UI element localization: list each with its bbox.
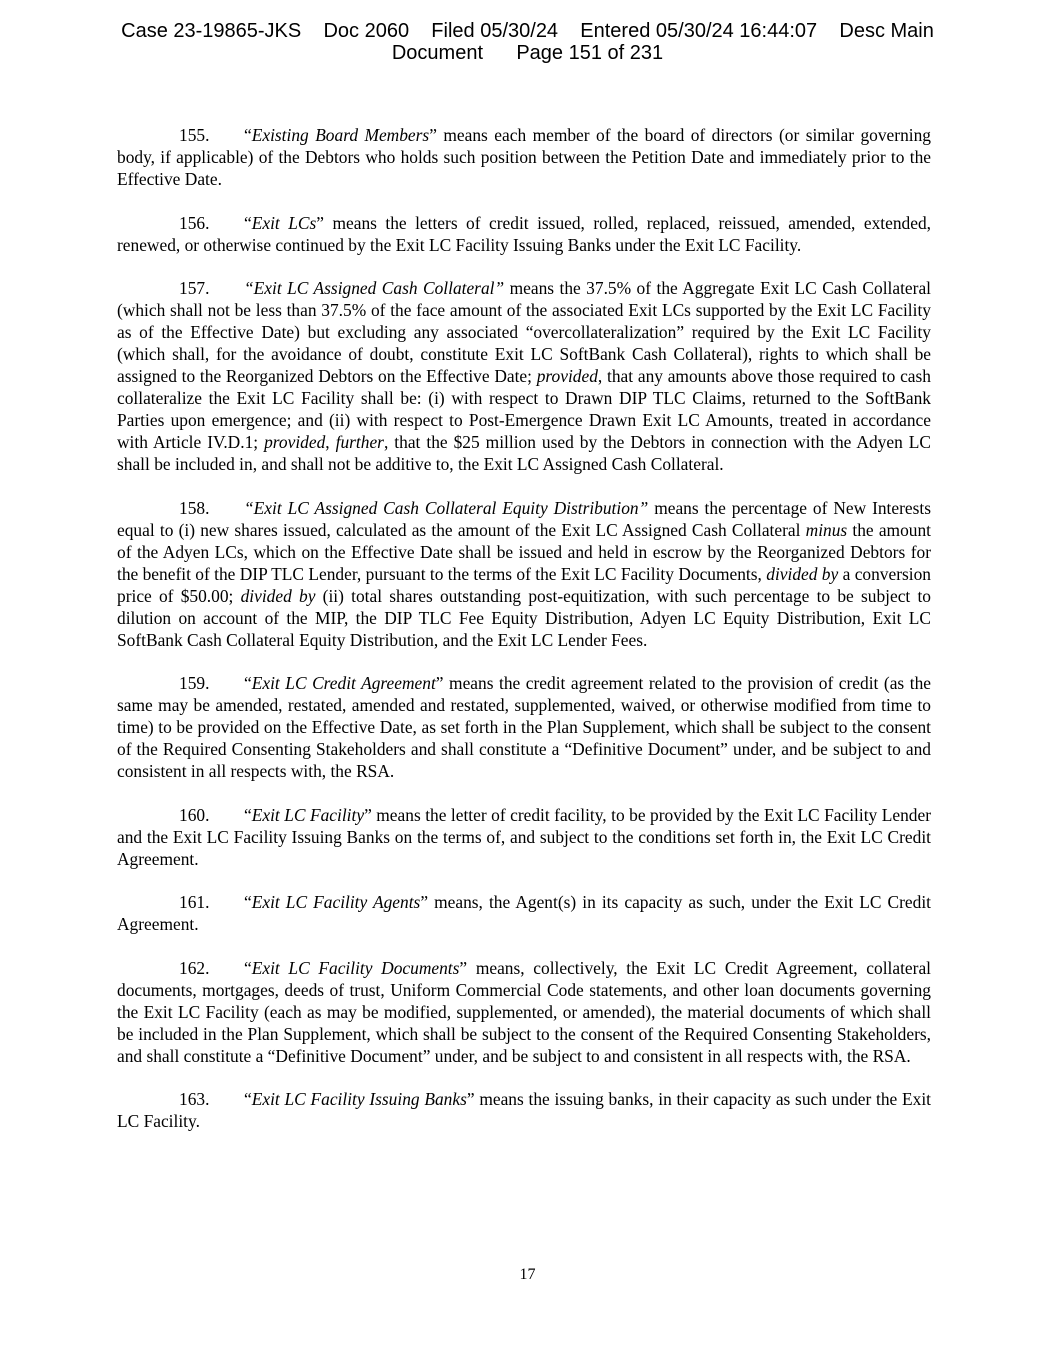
definition-number: 161. — [179, 892, 210, 912]
close-quote: ” — [420, 892, 429, 912]
definition-number: 156. — [179, 212, 210, 233]
italic-proviso: provided — [264, 432, 326, 452]
close-quote: ” — [459, 957, 468, 978]
defined-term: Exit LC Credit Agreement — [251, 673, 436, 693]
italic-proviso: provided — [536, 366, 598, 386]
close-quote: ” — [435, 673, 444, 693]
definition-text: means the percentage of New Interests equal to (i) new shares issued, calculated as the amount of the Exit LC Assigned Cash Collateral — [117, 497, 931, 540]
open-quote: “ — [244, 212, 252, 233]
definition-161 — [117, 891, 931, 935]
open-quote: “ — [244, 957, 252, 978]
close-quote: ” — [429, 125, 437, 145]
defined-term: Exit LC Facility Documents — [251, 957, 460, 978]
definition-number: 157. — [179, 278, 210, 298]
defined-term: Exit LC Assigned Cash Collateral — [253, 278, 495, 298]
page-number: 17 — [519, 1266, 536, 1283]
open-quote: “ — [244, 673, 252, 693]
defined-term: Existing Board Members — [251, 125, 430, 145]
definition-number: 159. — [179, 673, 210, 693]
definition-159 — [117, 672, 931, 782]
close-quote: ” — [494, 278, 505, 298]
definition-text: a conversion price of $50.00; — [117, 563, 931, 606]
definition-number: 155. — [179, 125, 210, 145]
definition-text: , — [325, 432, 336, 452]
header-document-line: Document Page 151 of 231 — [391, 42, 664, 64]
definition-number: 160. — [179, 804, 210, 825]
definition-text: (ii) total shares outstanding post-equitization, with such percentage to be subject to dilution on account of the MIP, the DIP TLC Fee Equity Distribution, Adyen LC Equity Distribution, Exit LC SoftBank Cash Collateral Equity Distribution, and the Exit LC Lender Fees. — [117, 585, 931, 650]
defined-term: Exit LC Assigned Cash Collateral Equity Distribution — [253, 497, 639, 518]
open-quote: “ — [244, 892, 252, 912]
close-quote: ” — [638, 497, 649, 518]
definition-text: means the 37.5% of the Aggregate Exit LC Cash Collateral (which shall not be less than 37.5% of the face amount of the associated Exit LCs supported by the Exit LC Facility as of the Effective Date) but excluding any associated “overcollateralization” required by the Exit LC Facility (which shall, for the avoidance of doubt, constitute Exit LC SoftBank Cash Collateral), rights to which shall be assigned to the Reorganized Debtors on the Effective Date; — [117, 278, 931, 386]
open-quote: “ — [244, 125, 252, 145]
definition-number: 163. — [179, 1089, 210, 1109]
close-quote: ” — [316, 212, 324, 233]
defined-term: Exit LC Facility — [251, 804, 365, 825]
definition-number: 162. — [179, 957, 210, 978]
definition-text: means the issuing banks, in their capacity as such under the Exit LC Facility. — [117, 1089, 932, 1131]
italic-operator: minus — [805, 519, 848, 540]
italic-proviso: further — [335, 432, 384, 452]
definition-162 — [117, 957, 931, 1067]
definition-156 — [117, 212, 931, 256]
defined-term: Exit LC Facility Issuing Banks — [251, 1089, 467, 1109]
definition-number: 158. — [179, 497, 210, 518]
defined-term: Exit LCs — [251, 212, 317, 233]
definition-158 — [117, 497, 931, 651]
definition-163 — [117, 1088, 931, 1132]
document-body — [117, 124, 931, 1154]
definition-text: means, collectively, the Exit LC Credit Agreement, collateral documents, mortgages, deeds of trust, Uniform Commercial Code statements, and other loan documents governing the Exit LC Facility (each as may be modified, supplemented, or amended), the material documents of which shall be included in the Plan Supplement, which shall be subject to the consent of the Required Consenting Stakeholders, and shall constitute a “Definitive Document” under, and be subject to and consistent in all respects with, the RSA. — [117, 957, 931, 1066]
italic-operator: divided by — [766, 563, 839, 584]
definition-155 — [117, 124, 931, 190]
definition-text: , that the $25 million used by the Debtors in connection with the Adyen LC shall be included in, and shall not be additive to, the Exit LC Assigned Cash Collateral. — [117, 432, 931, 474]
definition-text: means the letters of credit issued, rolled, replaced, reissued, amended, extended, renewed, or otherwise continued by the Exit LC Facility Issuing Banks under the Exit LC Facility. — [117, 212, 931, 255]
definition-text: means each member of the board of directors (or similar governing body, if applicable) of the Debtors who holds such position between the Petition Date and immediately prior to the Effective Date. — [117, 125, 931, 189]
definition-text: the amount of the Adyen LCs, which on the Effective Date shall be issued and held in escrow by the Reorganized Debtors for the benefit of the DIP TLC Lender, pursuant to the terms of the Exit LC Facility Documents, — [117, 519, 932, 584]
definition-160 — [117, 804, 931, 870]
definition-text: , that any amounts above those required to cash collateralize the Exit LC Facility shall be: (i) with respect to Drawn DIP TLC Claims, returned to the SoftBank Parties upon emergence; and (ii) with respect to Post-Emergence Drawn Exit LC Amounts, treated in accordance with Article IV.D.1; — [117, 366, 931, 452]
close-quote: ” — [364, 804, 372, 825]
header-case-line: Case 23-19865-JKS Doc 2060 Filed 05/30/24 Entered 05/30/24 16:44:07 Desc Main — [121, 20, 934, 42]
definition-text: means the letter of credit facility, to be provided by the Exit LC Facility Lender and the Exit LC Facility Issuing Banks on the terms of, and subject to the conditions set forth in, the Exit LC Credit Agreement. — [117, 804, 931, 869]
open-quote: “ — [244, 497, 254, 518]
definition-157 — [117, 277, 931, 475]
italic-operator: divided by — [240, 585, 316, 606]
defined-term: Exit LC Facility Agents — [251, 892, 421, 912]
court-filing-header — [0, 20, 1055, 64]
open-quote: “ — [244, 278, 254, 298]
close-quote: ” — [466, 1089, 475, 1109]
definition-text: means, the Agent(s) in its capacity as such, under the Exit LC Credit Agreement. — [117, 892, 932, 934]
open-quote: “ — [244, 1089, 252, 1109]
open-quote: “ — [244, 804, 252, 825]
definition-text: means the credit agreement related to the provision of credit (as the same may be amended, restated, amended and restated, supplemented, waived, or otherwise modified from time to time) to be provided on the Effective Date, as set forth in the Plan Supplement, which shall be subject to the consent of the Required Consenting Stakeholders and shall constitute a “Definitive Document” under, and be subject to and consistent in all respects with, the RSA. — [117, 673, 931, 781]
